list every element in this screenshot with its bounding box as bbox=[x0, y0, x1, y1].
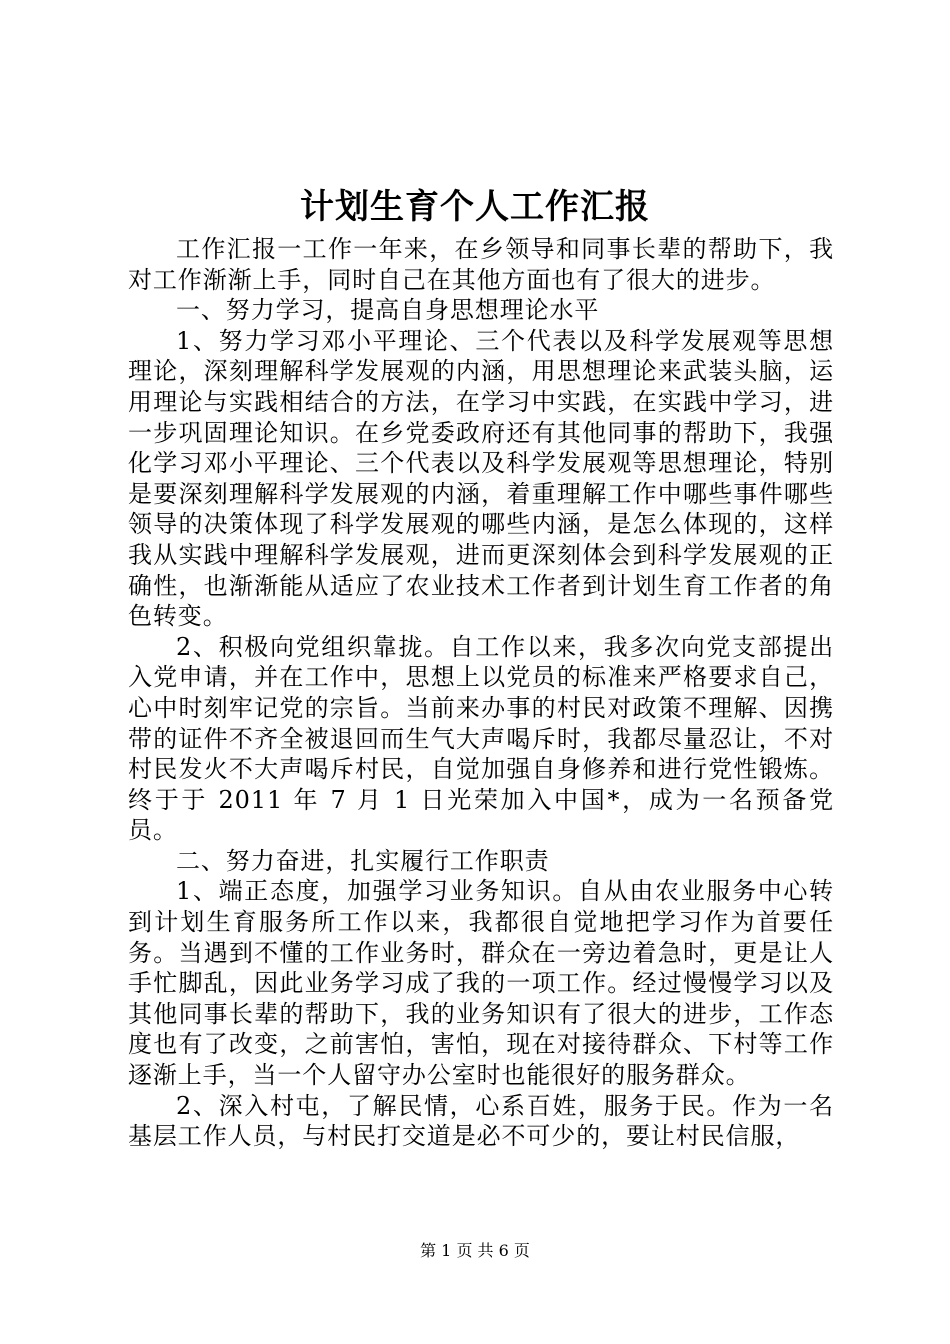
paragraph-2-2: 2、深入村屯，了解民情，心系百姓，服务于民。作为一名基层工作人员，与村民打交道是必不可少的，要让村民信服， bbox=[128, 1091, 834, 1151]
document-title: 计划生育个人工作汇报 bbox=[300, 187, 650, 227]
intro-paragraph: 工作汇报一工作一年来，在乡领导和同事长辈的帮助下，我对工作渐渐上手，同时自己在其他方面也有了很大的进步。 bbox=[128, 235, 834, 294]
document-body bbox=[128, 234, 834, 1152]
paragraph-1-1: 1、努力学习邓小平理论、三个代表以及科学发展观等思想理论，深刻理解科学发展观的内涵，用思想理论来武装头脑，运用理论与实践相结合的方法，在学习中实践，在实践中学习，进一步巩固理论知识。在乡党委政府还有其他同事的帮助下，我强化学习邓小平理论、三个代表以及科学发展观等思想理论，特别是要深刻理解科学发展观的内涵，着重理解工作中哪些事件哪些领导的决策体现了科学发展观的哪些内涵，是怎么体现的，这样我从实践中理解科学发展观，进而更深刻体会到科学发展观的正确性，也渐渐能从适应了农业技术工作者到计划生育工作者的角色转变。 bbox=[128, 326, 834, 631]
section-heading-2: 二、努力奋进，扎实履行工作职责 bbox=[176, 846, 550, 875]
page-number-footer: 第 1 页 共 6 页 bbox=[420, 1241, 530, 1260]
section-heading-1: 一、努力学习，提高自身思想理论水平 bbox=[176, 296, 600, 325]
paragraph-2-1: 1、端正态度，加强学习业务知识。自从由农业服务中心转到计划生育服务所工作以来，我都很自觉地把学习作为首要任务。当遇到不懂的工作业务时，群众在一旁边着急时，更是让人手忙脚乱，因此业务学习成了我的一项工作。经过慢慢学习以及其他同事长辈的帮助下，我的业务知识有了很大的进步，工作态度也有了改变，之前害怕，害怕，现在对接待群众、下村等工作逐渐上手，当一个人留守办公室时也能很好的服务群众。 bbox=[128, 877, 834, 1090]
paragraph-1-2: 2、积极向党组织靠拢。自工作以来，我多次向党支部提出入党申请，并在工作中，思想上以党员的标准来严格要求自己，心中时刻牢记党的宗旨。当前来办事的村民对政策不理解、因携带的证件不齐全被退回而生气大声喝斥时，我都尽量忍让，不对村民发火不大声喝斥村民，自觉加强自身修养和进行党性锻炼。终于于 2011 年 7 月 1 日光荣加入中国*，成为一名预备党员。 bbox=[128, 632, 834, 845]
